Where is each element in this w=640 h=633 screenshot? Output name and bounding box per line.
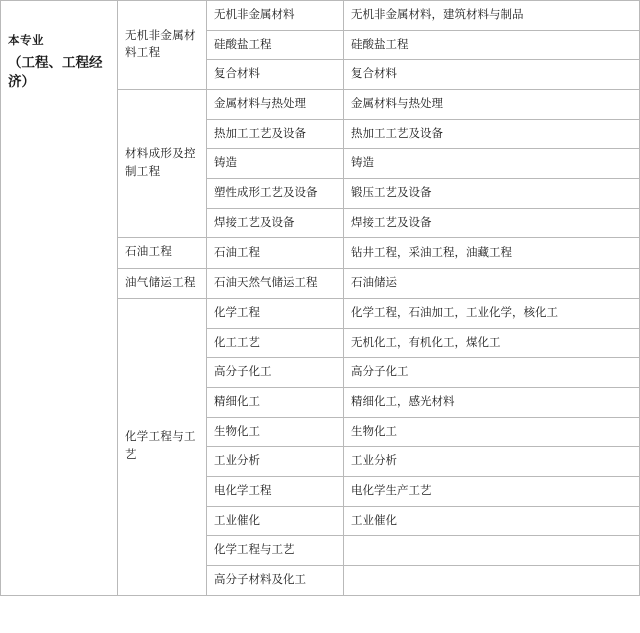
specialty-name-cell: 电化学工程: [207, 476, 344, 506]
table-row: [1, 1, 640, 31]
specialty-name-cell: 焊接工艺及设备: [207, 208, 344, 238]
specialty-name-cell: 石油天然气储运工程: [207, 268, 344, 298]
specialty-name-cell: 硅酸盐工程: [207, 30, 344, 60]
specialty-name-cell: 精细化工: [207, 387, 344, 417]
specialty-family-cell: [118, 1, 207, 90]
specialty-name-cell: 复合材料: [207, 60, 344, 90]
specialty-direction-cell: 无机非金属材料，建筑材料与制品: [344, 1, 640, 31]
specialty-direction-cell: 金属材料与热处理: [344, 90, 640, 120]
specialty-name-cell: 化学工程: [207, 298, 344, 328]
specialty-family-cell: [118, 90, 207, 238]
major-category-title: 本专业: [8, 35, 44, 47]
major-category-cell: [1, 1, 118, 596]
specialty-direction-cell: 生物化工: [344, 417, 640, 447]
specialty-family-cell: [118, 268, 207, 298]
specialty-name-cell: 化学工程与工艺: [207, 536, 344, 566]
specialty-name-cell: 金属材料与热处理: [207, 90, 344, 120]
specialty-family-label: 石油工程: [125, 246, 173, 259]
specialty-name-cell: 化工工艺: [207, 328, 344, 358]
specialty-name-cell: 石油工程: [207, 238, 344, 268]
specialty-direction-cell: 工业催化: [344, 506, 640, 536]
specialty-direction-cell: 石油储运: [344, 268, 640, 298]
specialty-name-cell: 高分子化工: [207, 358, 344, 388]
specialty-direction-cell: 工业分析: [344, 447, 640, 477]
specialty-name-cell: 铸造: [207, 149, 344, 179]
specialty-direction-cell: 锻压工艺及设备: [344, 179, 640, 209]
specialty-name-cell: 高分子材料及化工: [207, 565, 344, 595]
specialty-name-cell: 塑性成形工艺及设备: [207, 179, 344, 209]
specialty-direction-cell: 硅酸盐工程: [344, 30, 640, 60]
specialty-family-cell: [118, 238, 207, 268]
specialty-direction-cell: 精细化工，感光材料: [344, 387, 640, 417]
specialty-family-label: 油气储运工程: [125, 276, 196, 289]
specialty-direction-cell: [344, 536, 640, 566]
specialty-direction-cell: 铸造: [344, 149, 640, 179]
specialty-name-cell: 热加工工艺及设备: [207, 119, 344, 149]
specialty-name-cell: 生物化工: [207, 417, 344, 447]
specialty-direction-cell: 钻井工程，采油工程，油藏工程: [344, 238, 640, 268]
specialty-name-cell: 无机非金属材料: [207, 1, 344, 31]
specialty-direction-cell: 无机化工，有机化工，煤化工: [344, 328, 640, 358]
specialty-family-label: 化学工程与工艺: [125, 431, 196, 461]
specialty-direction-cell: 焊接工艺及设备: [344, 208, 640, 238]
specialty-direction-cell: [344, 565, 640, 595]
specialty-family-cell: [118, 298, 207, 595]
specialty-direction-cell: 热加工工艺及设备: [344, 119, 640, 149]
specialty-family-label: 无机非金属材料工程: [125, 29, 196, 59]
specialty-name-cell: 工业催化: [207, 506, 344, 536]
specialty-direction-cell: 电化学生产工艺: [344, 476, 640, 506]
specialty-family-label: 材料成形及控制工程: [125, 148, 196, 178]
specialty-direction-cell: 复合材料: [344, 60, 640, 90]
specialty-direction-cell: 高分子化工: [344, 358, 640, 388]
specialty-direction-cell: 化学工程，石油加工，工业化学，核化工: [344, 298, 640, 328]
specialty-name-cell: 工业分析: [207, 447, 344, 477]
major-category-subtitle: （工程、工程经济）: [8, 54, 103, 90]
